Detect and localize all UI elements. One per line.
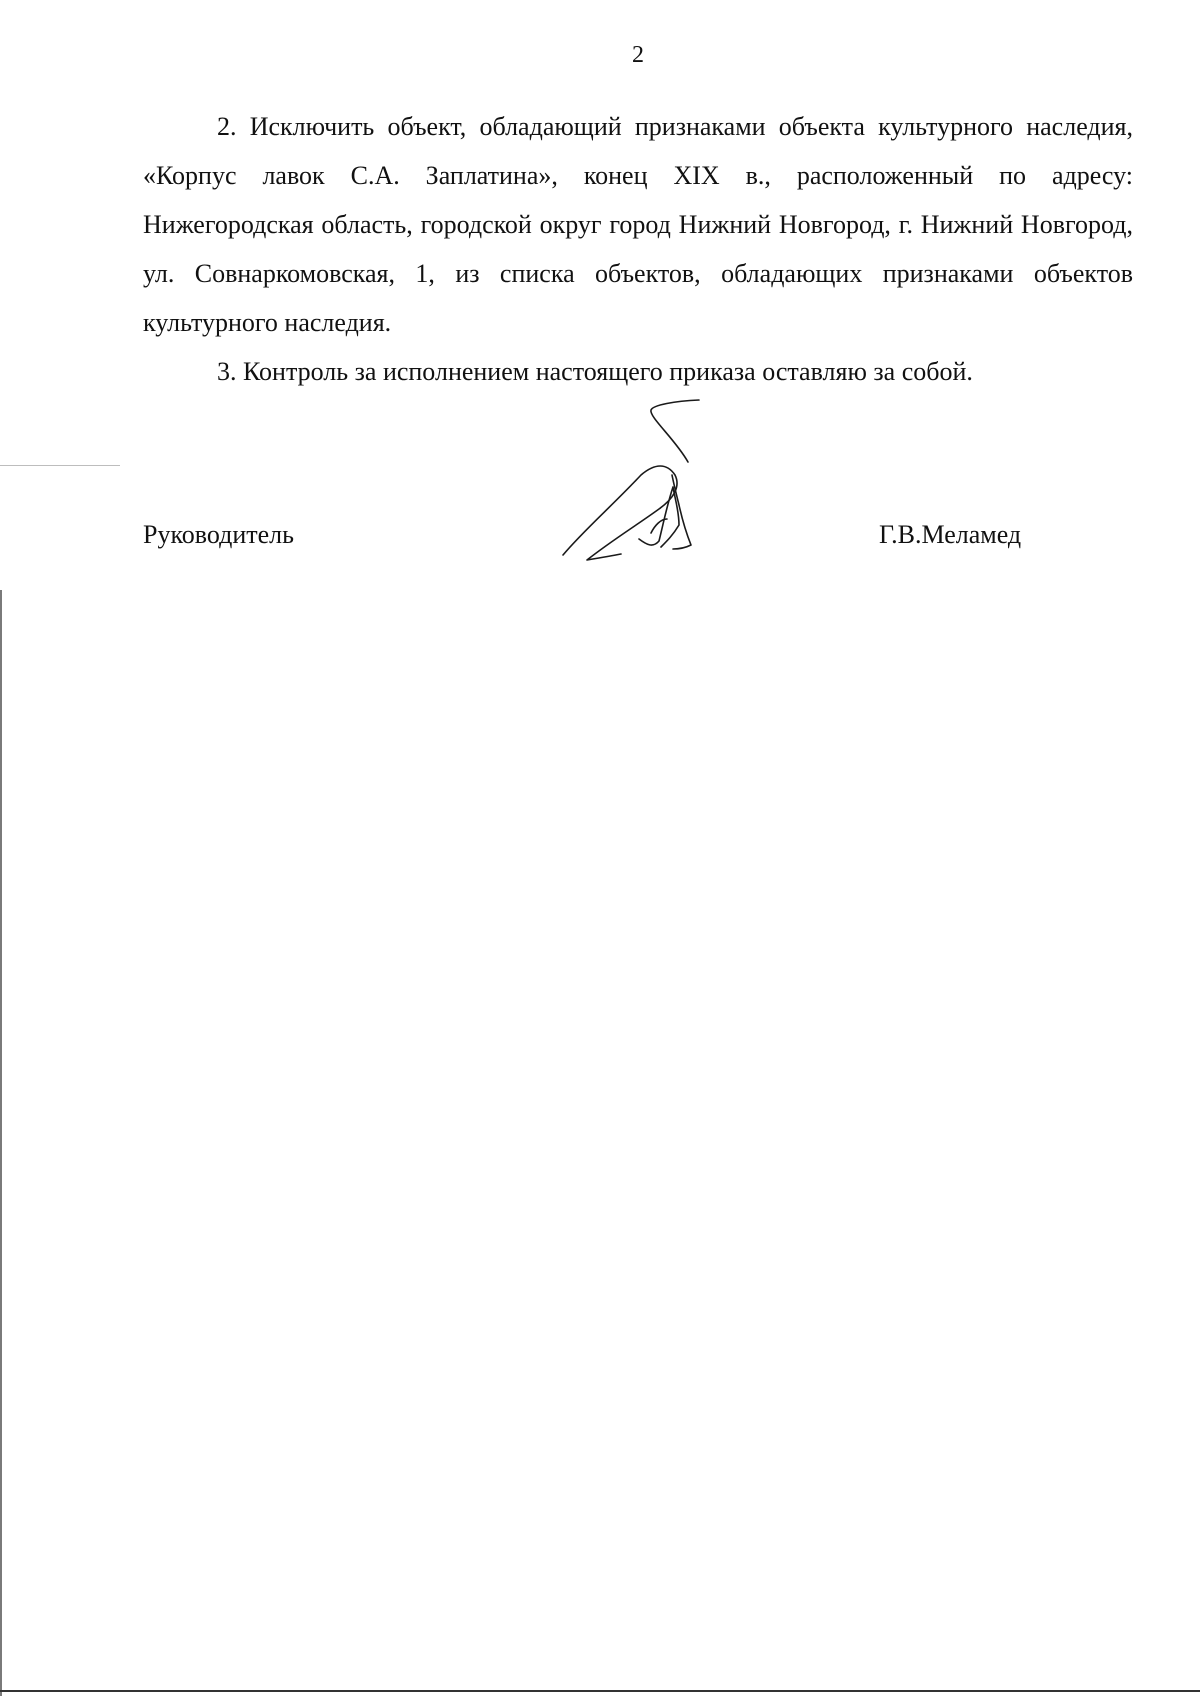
scan-edge-left — [0, 590, 2, 1696]
document-body — [143, 102, 1133, 396]
signer-title: Руководитель — [143, 520, 294, 549]
scan-edge-bottom — [0, 1690, 1200, 1692]
scan-edge-top — [0, 465, 120, 466]
signer-name: Г.В.Меламед — [879, 520, 1022, 549]
page-number: 2 — [632, 42, 644, 68]
paragraph-control: 3. Контроль за исполнением настоящего приказа оставляю за собой. — [217, 357, 973, 386]
paragraph-exclude-object: 2. Исключить объект, обладающий признаками объекта культурного наследия, «Корпус лавок С.А. Заплатина», конец XIX в., расположенный по адресу: Нижегородская область, городской округ город Нижний Новгород, г. Нижний Новгород, ул. Совнаркомовская, 1, из списка объектов, обладающих признаками объектов культурного наследия. — [143, 112, 1133, 337]
handwritten-signature-icon — [555, 395, 705, 570]
